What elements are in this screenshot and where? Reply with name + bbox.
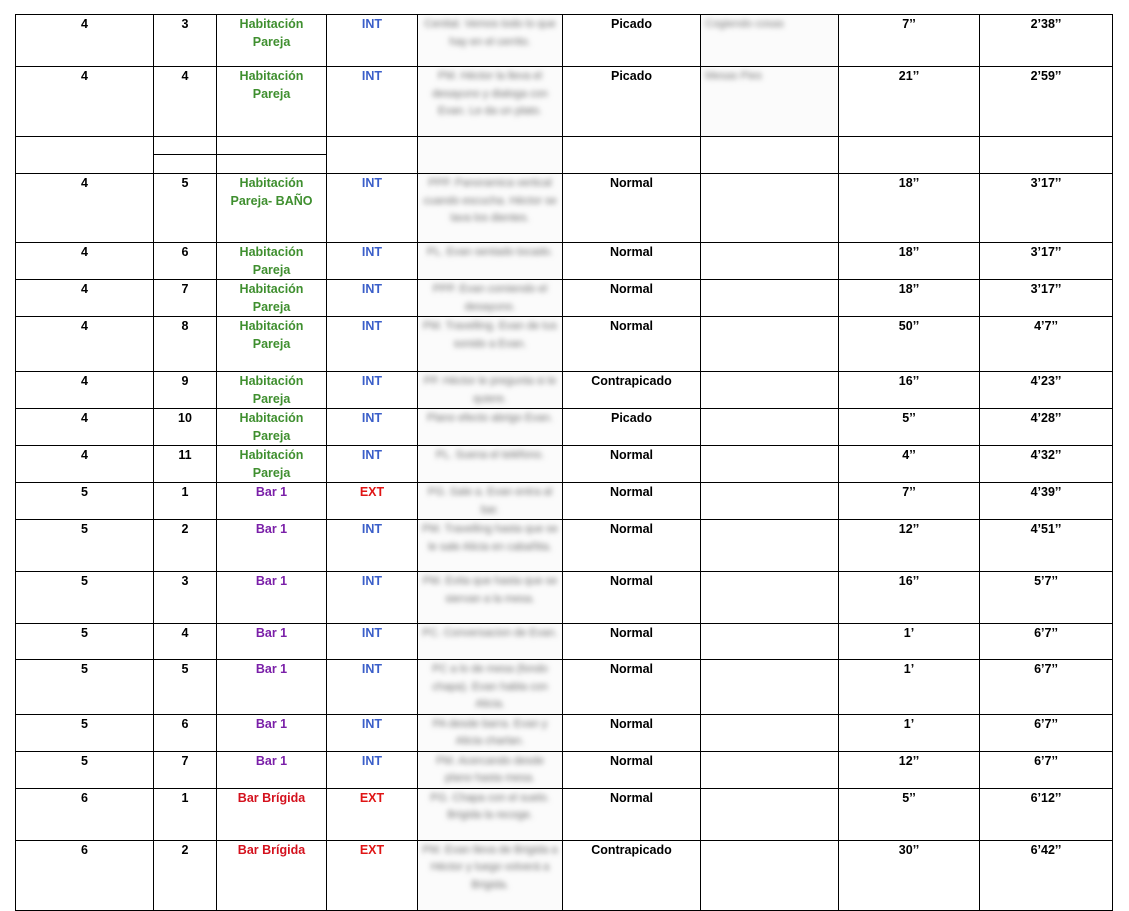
- description-text: PPP. Panoramica vertical cuando escucha. Héctor se lava los dientes.: [423, 177, 557, 224]
- timecode-cell: 5’7’’: [980, 572, 1113, 624]
- duration-cell: 18’’: [839, 243, 980, 280]
- shot-cell: 11: [154, 446, 217, 483]
- int-ext-cell: [327, 137, 418, 174]
- angle-cell: Picado: [563, 67, 701, 137]
- duration-cell: 5’’: [839, 409, 980, 446]
- description-text: PL. Evan sentado tocado.: [427, 246, 553, 258]
- angle-cell: Picado: [563, 15, 701, 67]
- location-cell: Bar 1: [217, 572, 327, 624]
- int-ext-cell: EXT: [327, 483, 418, 520]
- description-cell: [418, 446, 563, 483]
- table-row: [16, 660, 1113, 715]
- description-text: PM. Acercando desde plano hasta mesa.: [436, 754, 544, 784]
- duration-cell: 7’’: [839, 483, 980, 520]
- description-text: PM. Héctor la lleva el desayuno y dialoga con Evan. Le da un plato.: [432, 70, 548, 117]
- description-text: PG. Sale a. Evan entra al bar.: [427, 486, 553, 516]
- angle-cell: Normal: [563, 788, 701, 840]
- int-ext-cell: EXT: [327, 788, 418, 840]
- table-body: [16, 15, 1113, 911]
- description-text: PP. Héctor le pregunta si le quiere.: [423, 375, 557, 405]
- duration-cell: 18’’: [839, 280, 980, 317]
- notes-cell: [701, 372, 839, 409]
- description-cell: [418, 243, 563, 280]
- shot-cell: 2: [154, 840, 217, 910]
- int-ext-cell: INT: [327, 714, 418, 751]
- sequence-cell: 5: [16, 572, 154, 624]
- table-row: [16, 372, 1113, 409]
- timecode-cell: 2’59’’: [980, 67, 1113, 137]
- int-ext-cell: INT: [327, 572, 418, 624]
- shot-cell: 5: [154, 174, 217, 243]
- location-cell: [217, 137, 327, 174]
- timecode-cell: 2’38’’: [980, 15, 1113, 67]
- angle-cell: Normal: [563, 446, 701, 483]
- notes-cell: [701, 446, 839, 483]
- timecode-cell: 3’17’’: [980, 243, 1113, 280]
- description-cell: [418, 572, 563, 624]
- timecode-cell: [980, 137, 1113, 174]
- sequence-cell: 4: [16, 372, 154, 409]
- duration-cell: 21’’: [839, 67, 980, 137]
- angle-cell: Contrapicado: [563, 372, 701, 409]
- shot-cell: 5: [154, 660, 217, 715]
- location-cell: Habitación Pareja: [217, 317, 327, 372]
- shot-cell-divider: [154, 137, 216, 155]
- sequence-cell: 6: [16, 788, 154, 840]
- description-cell: [418, 280, 563, 317]
- description-cell: [418, 714, 563, 751]
- int-ext-cell: INT: [327, 67, 418, 137]
- duration-cell: 12’’: [839, 751, 980, 788]
- location-cell: Bar 1: [217, 660, 327, 715]
- int-ext-cell: INT: [327, 409, 418, 446]
- location-cell: Habitación Pareja: [217, 67, 327, 137]
- notes-cell: [701, 751, 839, 788]
- table-row: [16, 174, 1113, 243]
- angle-cell: Normal: [563, 243, 701, 280]
- duration-cell: 7’’: [839, 15, 980, 67]
- timecode-cell: 6’7’’: [980, 660, 1113, 715]
- table-row: [16, 520, 1113, 572]
- duration-cell: [839, 137, 980, 174]
- description-text: PA desde barra. Evan y Alicia charlan.: [432, 717, 548, 747]
- timecode-cell: 3’17’’: [980, 280, 1113, 317]
- table-row: [16, 409, 1113, 446]
- notes-cell: [701, 624, 839, 660]
- timecode-cell: 4’39’’: [980, 483, 1113, 520]
- description-text: PPP. Evan comiendo el desayuno.: [432, 283, 548, 313]
- location-cell: Habitación Pareja- BAÑO: [217, 174, 327, 243]
- int-ext-cell: INT: [327, 520, 418, 572]
- duration-cell: 1’: [839, 660, 980, 715]
- notes-cell: [701, 280, 839, 317]
- description-cell: [418, 67, 563, 137]
- sequence-cell: 5: [16, 714, 154, 751]
- description-cell: [418, 137, 563, 174]
- sequence-cell: 5: [16, 483, 154, 520]
- location-cell: Habitación Pareja: [217, 372, 327, 409]
- duration-cell: 12’’: [839, 520, 980, 572]
- table-row: [16, 751, 1113, 788]
- shot-cell: 3: [154, 572, 217, 624]
- duration-cell: 18’’: [839, 174, 980, 243]
- notes-cell: [701, 788, 839, 840]
- duration-cell: 30’’: [839, 840, 980, 910]
- sequence-cell: 4: [16, 409, 154, 446]
- int-ext-cell: INT: [327, 624, 418, 660]
- location-cell-divider: [217, 137, 326, 155]
- table-row: [16, 67, 1113, 137]
- notes-cell: [701, 409, 839, 446]
- timecode-cell: 4’51’’: [980, 520, 1113, 572]
- timecode-cell: 6’12’’: [980, 788, 1113, 840]
- angle-cell: Normal: [563, 174, 701, 243]
- angle-cell: Normal: [563, 483, 701, 520]
- location-cell: Bar 1: [217, 624, 327, 660]
- sequence-cell: 4: [16, 243, 154, 280]
- sequence-cell: 4: [16, 446, 154, 483]
- duration-cell: 16’’: [839, 572, 980, 624]
- description-text: PG. Chapa con el suelo. Brigida la recoge.: [430, 791, 550, 821]
- sequence-cell: 4: [16, 280, 154, 317]
- description-text: PM. Evan lleva de Brigida a Héctor y luego volverá a Brigida.: [422, 843, 558, 891]
- timecode-cell: 6’42’’: [980, 840, 1113, 910]
- description-text: PC a lo de mesa (fondo chapa). Evan habla con Alicia.: [432, 663, 548, 710]
- description-cell: [418, 520, 563, 572]
- duration-cell: 50’’: [839, 317, 980, 372]
- int-ext-cell: INT: [327, 174, 418, 243]
- notes-cell: [701, 67, 839, 137]
- location-cell: Bar 1: [217, 483, 327, 520]
- description-text: PL. Suena el teléfono.: [435, 449, 545, 461]
- notes-cell: [701, 243, 839, 280]
- description-text: Cenital. Vemos todo lo que hay en el cerrito.: [424, 18, 556, 48]
- sequence-cell: 5: [16, 751, 154, 788]
- timecode-cell: 6’7’’: [980, 751, 1113, 788]
- timecode-cell: 3’17’’: [980, 174, 1113, 243]
- description-cell: [418, 624, 563, 660]
- notes-cell: [701, 317, 839, 372]
- description-cell: [418, 788, 563, 840]
- notes-cell: [701, 137, 839, 174]
- duration-cell: 5’’: [839, 788, 980, 840]
- shot-cell: 1: [154, 788, 217, 840]
- sequence-cell: 4: [16, 174, 154, 243]
- location-cell: Habitación Pareja: [217, 243, 327, 280]
- sequence-cell: 4: [16, 317, 154, 372]
- shot-cell: 7: [154, 280, 217, 317]
- angle-cell: Picado: [563, 409, 701, 446]
- sequence-cell: 4: [16, 67, 154, 137]
- angle-cell: Normal: [563, 624, 701, 660]
- table-row: [16, 714, 1113, 751]
- shot-cell: 2: [154, 520, 217, 572]
- int-ext-cell: INT: [327, 660, 418, 715]
- int-ext-cell: INT: [327, 372, 418, 409]
- notes-cell: [701, 572, 839, 624]
- angle-cell: Normal: [563, 660, 701, 715]
- table-row: [16, 483, 1113, 520]
- table-row: [16, 243, 1113, 280]
- location-cell: Bar Brígida: [217, 840, 327, 910]
- shot-list-table-wrapper: [15, 14, 1112, 911]
- location-cell: Habitación Pareja: [217, 280, 327, 317]
- timecode-cell: 4’32’’: [980, 446, 1113, 483]
- description-cell: [418, 174, 563, 243]
- table-row: [16, 15, 1113, 67]
- description-cell: [418, 317, 563, 372]
- duration-cell: 16’’: [839, 372, 980, 409]
- shot-cell: 1: [154, 483, 217, 520]
- shot-cell: 6: [154, 714, 217, 751]
- description-text: PC. Conversacion de Evan.: [422, 627, 558, 639]
- description-cell: [418, 372, 563, 409]
- location-cell: Bar Brígida: [217, 788, 327, 840]
- timecode-cell: 6’7’’: [980, 714, 1113, 751]
- description-text: PM. Travelling. Evan de tus sonido a Evan.: [423, 320, 557, 350]
- duration-cell: 1’: [839, 714, 980, 751]
- description-cell: [418, 483, 563, 520]
- timecode-cell: 4’28’’: [980, 409, 1113, 446]
- shot-cell: 3: [154, 15, 217, 67]
- location-cell: Bar 1: [217, 751, 327, 788]
- table-row: [16, 788, 1113, 840]
- angle-cell: Normal: [563, 751, 701, 788]
- int-ext-cell: INT: [327, 243, 418, 280]
- notes-text: Cogiendo cosas: [705, 18, 784, 30]
- int-ext-cell: EXT: [327, 840, 418, 910]
- angle-cell: Normal: [563, 520, 701, 572]
- angle-cell: [563, 137, 701, 174]
- notes-text: Mesas Pies: [705, 70, 762, 82]
- shot-cell: 6: [154, 243, 217, 280]
- int-ext-cell: INT: [327, 317, 418, 372]
- table-row: [16, 280, 1113, 317]
- angle-cell: Contrapicado: [563, 840, 701, 910]
- shot-cell: 8: [154, 317, 217, 372]
- location-cell: Habitación Pareja: [217, 409, 327, 446]
- angle-cell: Normal: [563, 572, 701, 624]
- sequence-cell: 6: [16, 840, 154, 910]
- description-cell: [418, 15, 563, 67]
- description-text: PM. Evita que hasta que se siervan a la mesa.: [422, 575, 558, 605]
- duration-cell: 4’’: [839, 446, 980, 483]
- description-cell: [418, 409, 563, 446]
- location-cell: Habitación Pareja: [217, 15, 327, 67]
- angle-cell: Normal: [563, 317, 701, 372]
- sequence-cell: [16, 137, 154, 174]
- sequence-cell: 5: [16, 520, 154, 572]
- table-row: [16, 137, 1113, 174]
- int-ext-cell: INT: [327, 15, 418, 67]
- sequence-cell: 5: [16, 624, 154, 660]
- notes-cell: [701, 714, 839, 751]
- shot-cell: 4: [154, 624, 217, 660]
- shot-cell: 7: [154, 751, 217, 788]
- int-ext-cell: INT: [327, 751, 418, 788]
- duration-cell: 1’: [839, 624, 980, 660]
- shot-cell: 9: [154, 372, 217, 409]
- shot-list-table: [15, 14, 1113, 911]
- shot-cell: 10: [154, 409, 217, 446]
- timecode-cell: 4’7’’: [980, 317, 1113, 372]
- description-text: Plano efecto abrigo Evan.: [427, 412, 553, 424]
- int-ext-cell: INT: [327, 446, 418, 483]
- angle-cell: Normal: [563, 280, 701, 317]
- description-cell: [418, 751, 563, 788]
- shot-cell: 4: [154, 67, 217, 137]
- location-cell: Habitación Pareja: [217, 446, 327, 483]
- angle-cell: Normal: [563, 714, 701, 751]
- timecode-cell: 4’23’’: [980, 372, 1113, 409]
- location-cell: Bar 1: [217, 520, 327, 572]
- description-text: PM. Travelling hasta que se le sale Alicia en cabañita.: [422, 523, 558, 553]
- shot-cell: [154, 137, 217, 174]
- notes-cell: [701, 15, 839, 67]
- sequence-cell: 4: [16, 15, 154, 67]
- sequence-cell: 5: [16, 660, 154, 715]
- description-cell: [418, 660, 563, 715]
- int-ext-cell: INT: [327, 280, 418, 317]
- timecode-cell: 6’7’’: [980, 624, 1113, 660]
- table-row: [16, 317, 1113, 372]
- notes-cell: [701, 174, 839, 243]
- table-row: [16, 446, 1113, 483]
- table-row: [16, 624, 1113, 660]
- notes-cell: [701, 660, 839, 715]
- notes-cell: [701, 520, 839, 572]
- location-cell: Bar 1: [217, 714, 327, 751]
- table-row: [16, 572, 1113, 624]
- notes-cell: [701, 483, 839, 520]
